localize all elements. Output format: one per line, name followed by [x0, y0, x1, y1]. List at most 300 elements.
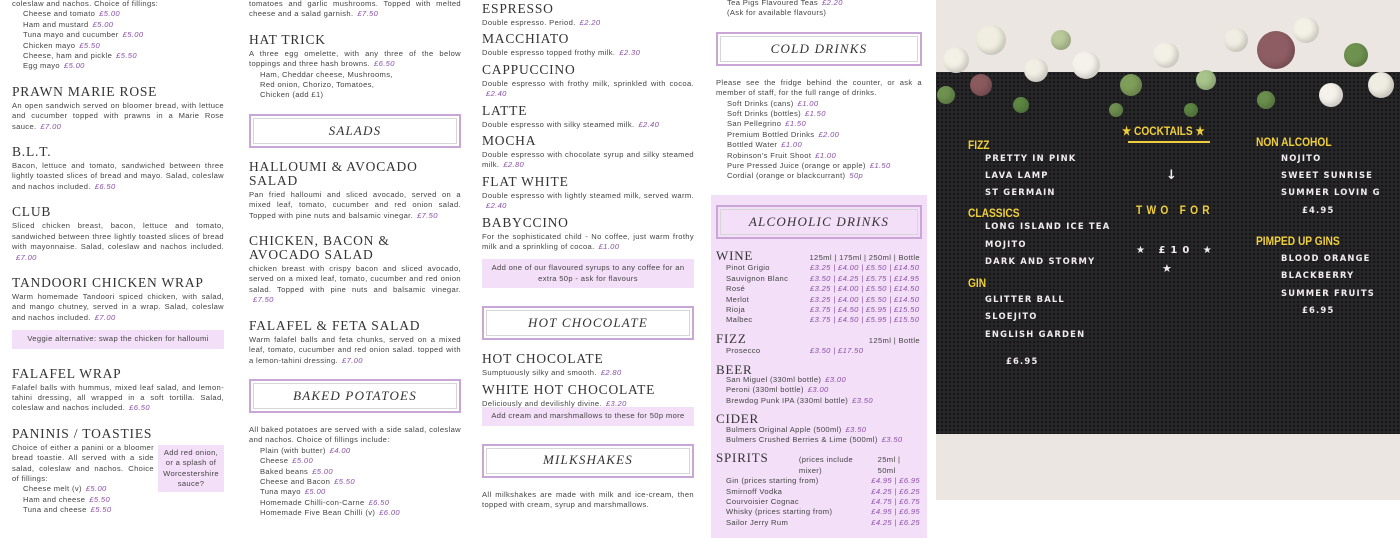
description-text: Double espresso with silky steamed milk. [482, 119, 635, 129]
description-text: Deliciously and devilishly divine. [482, 398, 602, 408]
menu-item [482, 104, 694, 130]
menu-column-drinks [716, 0, 922, 538]
drink-price: £3.50 [881, 434, 903, 444]
item-description [482, 18, 694, 28]
letter-board [936, 72, 1400, 434]
filling-price: £1.00 [797, 98, 819, 108]
filling-option [249, 456, 461, 466]
cocktail-name: LONG ISLAND ICE TEA [985, 221, 1111, 231]
item-title: MACCHIATO [482, 31, 570, 47]
item-description [249, 0, 461, 20]
drink-price: £3.50 | £17.50 [810, 346, 864, 356]
drink-name: Peroni (330ml bottle) [726, 385, 804, 395]
item-description [482, 150, 694, 171]
item-title: ESPRESSO [482, 1, 554, 16]
drink-price: £3.50 [845, 424, 867, 434]
section-title: MILKSHAKES [486, 448, 690, 474]
flower-icon [1153, 42, 1179, 68]
menu-item [12, 276, 224, 323]
item-price: £7.50 [357, 9, 379, 19]
menu-item [249, 0, 461, 20]
cocktail-name: DARK AND STORMY [985, 256, 1096, 266]
item-price: £7.50 [417, 210, 438, 220]
filling-option [249, 90, 461, 100]
flower-icon [1024, 58, 1048, 82]
drink-name: Malbec [726, 315, 753, 325]
item-description [249, 49, 461, 70]
table-header [716, 361, 922, 377]
menu-item [249, 425, 461, 519]
drink-price: £4.95 | £6.95 [871, 476, 920, 486]
item-price: £7.00 [342, 355, 363, 365]
drink-name: Brewdog Punk IPA (330ml bottle) [726, 395, 849, 405]
filling-name: Cheese and Bacon [260, 476, 331, 486]
table-row [716, 435, 922, 445]
filling-option [12, 9, 224, 19]
menu-item [12, 367, 224, 414]
filling-option [249, 70, 461, 80]
filling-option [716, 119, 922, 129]
table-row [716, 305, 922, 315]
filling-option [249, 498, 461, 508]
description-text: All baked potatoes are served with a side salad, coleslaw and nachos. Choice of fillings include: [249, 424, 462, 445]
flower-icon [970, 74, 992, 96]
description-text: Double espresso. Period. [482, 18, 576, 27]
item-description [249, 425, 461, 446]
drink-price: £4.25 | £6.25 [871, 486, 920, 496]
table-row [716, 518, 922, 528]
star-icon: ★ [1162, 262, 1174, 275]
menu-item [12, 427, 224, 516]
flower-icon [1051, 30, 1071, 50]
section-title: SALADS [253, 118, 457, 144]
menu-item [482, 175, 694, 212]
filling-name: Premium Bottled Drinks [727, 129, 815, 139]
cocktail-name: GLITTER BALL [985, 294, 1065, 304]
table-title: SPIRITS [716, 450, 769, 466]
item-title: CLUB [12, 204, 52, 220]
item-price: £1.00 [598, 242, 620, 252]
filling-name: Chicken mayo [23, 40, 76, 50]
filling-price: £5.00 [99, 9, 120, 19]
filling-name: Cheese melt (v) [23, 484, 82, 494]
filling-name: Ham, Cheddar cheese, Mushrooms, [260, 69, 393, 79]
table-header [716, 450, 922, 476]
item-title: TANDOORI CHICKEN WRAP [12, 274, 204, 290]
table-title: CIDER [716, 411, 759, 427]
menu-item [249, 319, 461, 366]
drink-name: Gin (prices starting from) [726, 476, 819, 486]
item-price: £2.80 [600, 368, 622, 378]
table-header [716, 330, 922, 346]
item-price: £2.40 [486, 89, 507, 99]
menu-column-salads-potatoes [249, 0, 461, 532]
flower-icon [1013, 97, 1029, 113]
menu-item [482, 383, 694, 409]
description-text: Sliced chicken breast, bacon, lettuce and tomato, sandwiched between three lightly toasted slices of bread with mayonnaise. Salad, coleslaw and nachos included. [12, 221, 224, 252]
drink-price: £3.25 | £4.00 | £5.50 | £14.50 [810, 263, 920, 273]
menu-item [482, 134, 694, 171]
flower-icon [1257, 31, 1295, 69]
cocktails-heading: ★ COCKTAILS ★ [1122, 124, 1205, 138]
table-title: FIZZ [716, 330, 747, 346]
flower-icon [1368, 72, 1394, 98]
filling-option [716, 140, 922, 150]
filling-price: £2.20 [822, 0, 843, 7]
filling-price: £2.00 [818, 129, 840, 139]
menu-item [12, 85, 224, 132]
section-title: HOT CHOCOLATE [486, 310, 690, 336]
filling-name: Tuna and cheese [23, 505, 87, 515]
item-description [249, 190, 461, 221]
filling-name: Cheese and tomato [23, 9, 96, 19]
drink-price: £4.95 | £6.95 [871, 507, 920, 517]
drink-name: Bulmers Original Apple (500ml) [726, 424, 842, 434]
drink-name: Courvoisier Cognac [726, 497, 799, 506]
filling-option [716, 99, 922, 109]
item-price: £7.00 [16, 252, 37, 262]
item-description [12, 221, 224, 263]
item-title: FLAT WHITE [482, 173, 569, 189]
filling-option [249, 477, 461, 487]
cocktails-underline [1128, 141, 1210, 143]
description-text: Choice of either a panini or a bloomer bread toastie. All served with a side salad, coleslaw and nachos. Choice of fillings: [12, 442, 154, 483]
description-text: A three egg omelette, with any three of the below toppings and three hash browns. [249, 48, 461, 69]
item-title: B.L.T. [12, 144, 52, 160]
item-title: BABYCCINO [482, 214, 569, 230]
description-text: Sumptuously silky and smooth. [482, 368, 597, 378]
alcohol-panel [711, 195, 927, 538]
item-price: £7.50 [253, 295, 274, 305]
down-arrow-icon: ↓ [1166, 168, 1179, 183]
offer-text: TWO FOR [1136, 203, 1214, 217]
menu-item [716, 78, 922, 182]
filling-option [12, 505, 224, 515]
filling-price: £5.00 [85, 484, 107, 494]
flower-icon [1344, 43, 1368, 67]
menu-item [12, 145, 224, 192]
table-columns: 125ml | 175ml | 250ml | Bottle [809, 252, 920, 262]
filling-name: Ham and cheese [23, 494, 86, 504]
table-subtitle: (prices include mixer) [798, 455, 854, 475]
filling-price: £5.00 [122, 30, 144, 40]
item-title: HAT TRICK [249, 31, 326, 47]
filling-price: 50p [849, 171, 864, 181]
cocktail-name: SLOEJITO [985, 311, 1038, 321]
description-text: coleslaw and nachos. Choice of fillings: [12, 0, 159, 8]
filling-name: Tuna mayo [260, 487, 301, 497]
price-table [716, 361, 922, 407]
flower-icon [1257, 91, 1275, 109]
drink-price: £3.00 [825, 374, 847, 384]
flower-icon [1120, 74, 1142, 96]
menu-item [249, 234, 461, 306]
filling-price: £1.50 [785, 119, 807, 129]
table-row [716, 295, 922, 305]
filling-option [716, 171, 922, 181]
item-price: £6.50 [129, 403, 150, 413]
table-row [716, 425, 922, 435]
description-text: Falafel balls with hummus, mixed leaf salad, and lemon-tahini dressing, all wrapped in a soft tortilla. Salad, coleslaw and nachos included. [12, 382, 224, 413]
board-category-heading: PIMPED UP GINS [1256, 234, 1340, 248]
item-description [12, 292, 224, 323]
filling-name: (Ask for available flavours) [727, 8, 827, 18]
table-title: BEER [716, 361, 753, 377]
cocktail-name: LAVA LAMP [985, 170, 1049, 180]
table-row [716, 263, 922, 273]
filling-name: Homemade Chilli-con-Carne [260, 497, 365, 507]
description-text: Double espresso with lightly steamed milk, served warm. [482, 190, 694, 200]
filling-name: Plain (with butter) [260, 445, 326, 455]
description-text: All milkshakes are made with milk and ice-cream, then topped with cream, syrup and marshmallows. [482, 489, 694, 509]
item-description [12, 0, 224, 9]
filling-option [12, 30, 224, 40]
filling-option [249, 467, 461, 477]
filling-name: Cheese, ham and pickle [23, 51, 113, 61]
filling-option [716, 0, 922, 8]
flower-icon [1184, 103, 1198, 117]
drink-name: Rioja [726, 304, 746, 314]
item-price: £3.20 [605, 398, 627, 408]
price-table [716, 247, 922, 326]
filling-name: Ham and mustard [23, 19, 89, 29]
item-description [482, 191, 694, 212]
section-header [716, 32, 922, 66]
offer-price: ★ £10 ★ [1136, 245, 1217, 256]
board-category-heading: CLASSICS [968, 206, 1020, 220]
filling-option [12, 20, 224, 30]
drink-price: £4.25 | £6.25 [871, 517, 920, 527]
flower-icon [937, 86, 955, 104]
filling-option [249, 80, 461, 90]
filling-option [716, 109, 922, 119]
item-price: £7.00 [94, 312, 116, 322]
filling-price: £5.50 [89, 494, 111, 504]
filling-option [716, 8, 922, 18]
table-columns: 25ml | 50ml [877, 455, 901, 475]
drink-price: £3.25 | £4.00 | £5.50 | £14.50 [810, 294, 920, 304]
drink-name: San Miguel (330ml bottle) [726, 374, 822, 384]
menu-item [249, 33, 461, 101]
drink-price: £3.75 | £4.50 | £5.95 | £15.50 [810, 304, 920, 314]
filling-name: Soft Drinks (cans) [727, 98, 794, 108]
section-title: BAKED POTATOES [253, 383, 457, 409]
filling-option [249, 487, 461, 497]
cocktail-name: SWEET SUNRISE [1281, 170, 1374, 180]
filling-name: Robinson's Fruit Shoot [727, 150, 812, 160]
item-description [716, 78, 922, 99]
table-row [716, 497, 922, 507]
item-description [12, 383, 224, 414]
item-title: WHITE HOT CHOCOLATE [482, 381, 656, 397]
filling-price: £5.50 [334, 476, 355, 486]
description-text: Double espresso with frothy milk, sprinkled with cocoa. [482, 78, 694, 88]
item-price: £2.30 [619, 48, 641, 58]
filling-name: Soft Drinks (bottles) [727, 109, 802, 119]
item-description [249, 264, 461, 306]
flower-icon [1109, 103, 1123, 117]
flower-icon [1224, 28, 1248, 52]
filling-name: Pure Pressed Juice (orange or apple) [727, 161, 866, 171]
section-title: ALCOHOLIC DRINKS [720, 209, 918, 235]
flower-icon [1072, 51, 1100, 79]
filling-price: £5.50 [116, 51, 137, 61]
filling-option [12, 41, 224, 51]
price-table [716, 411, 922, 445]
item-title: HALLOUMI & AVOCADO SALAD [249, 158, 418, 188]
item-description [482, 79, 694, 100]
flower-icon [1293, 17, 1319, 43]
filling-name: Egg mayo [23, 61, 60, 71]
item-description [249, 335, 461, 366]
filling-option [249, 446, 461, 456]
description-text: An open sandwich served on bloomer bread, with lettuce and cucumber topped with prawns in a Marie Rose sauce. [12, 100, 224, 131]
menu-item [482, 32, 694, 58]
board-price: £6.95 [1302, 305, 1335, 315]
drink-name: Merlot [726, 294, 750, 304]
drink-price: £3.00 [807, 385, 829, 395]
filling-name: Baked beans [260, 466, 309, 476]
description-text: Pan fried halloumi and sliced avocado, served on a mixed leaf, tomato, cucumber and red onion salad. Topped with pine nuts and balsamic vinegar. [249, 189, 461, 220]
item-title: PRAWN MARIE ROSE [12, 83, 158, 99]
filling-name: Cordial (orange or blackcurrant) [727, 171, 846, 181]
item-description [482, 120, 694, 130]
table-row [716, 375, 922, 385]
menu-item [716, 0, 922, 19]
menu-item [482, 2, 694, 28]
menu-column-sandwiches [12, 0, 224, 529]
description-text: For the sophisticated child - No coffee, just warm frothy milk and a sprinkling of cocoa. [482, 231, 694, 252]
price-table [716, 330, 922, 357]
item-description [482, 48, 694, 58]
menu-item [12, 205, 224, 263]
item-price: £2.20 [579, 18, 601, 27]
filling-name: Bottled Water [727, 140, 778, 150]
filling-option [12, 61, 224, 71]
menu-item [12, 0, 224, 72]
flower-icon [1319, 83, 1343, 107]
filling-price: £1.50 [805, 109, 826, 119]
item-description [482, 232, 694, 253]
table-row [716, 284, 922, 294]
section-header [482, 444, 694, 478]
description-text: Double espresso with chocolate syrup and silky steamed milk. [482, 150, 694, 170]
table-row [716, 274, 922, 284]
table-row [716, 507, 922, 517]
filling-name: Tea Pigs Flavoured Teas [727, 0, 819, 7]
filling-price: £5.50 [79, 40, 101, 50]
flower-icon [943, 47, 969, 73]
item-title: FALAFEL WRAP [12, 365, 122, 381]
filling-price: £5.00 [304, 487, 326, 497]
menu-item [482, 352, 694, 378]
section-header [249, 114, 461, 148]
drink-price: £3.25 | £4.00 | £5.50 | £14.50 [810, 284, 920, 294]
section-header [482, 306, 694, 340]
filling-option [12, 51, 224, 61]
flower-icon [1196, 70, 1216, 90]
drink-price: £3.75 | £4.50 | £5.95 | £15.50 [810, 315, 920, 325]
info-note: Veggie alternative: swap the chicken for halloumi [12, 330, 224, 348]
board-category-heading: NON ALCOHOL [1256, 135, 1332, 149]
board-price: £6.95 [1006, 356, 1039, 366]
description-text: Double espresso topped frothy milk. [482, 48, 616, 58]
drink-name: Prosecco [726, 346, 761, 356]
item-price: £2.80 [503, 160, 525, 170]
table-row [716, 385, 922, 395]
filling-name: San Pellegrino [727, 119, 782, 129]
item-price: £6.50 [374, 59, 395, 69]
cocktail-name: MOJITO [985, 239, 1027, 249]
item-description [482, 368, 694, 378]
filling-name: Red onion, Chorizo, Tomatoes, [260, 80, 375, 90]
cocktail-name: SUMMER FRUITS [1281, 288, 1376, 298]
cocktail-name: BLACKBERRY [1281, 270, 1355, 280]
cocktail-name: ENGLISH GARDEN [985, 329, 1086, 339]
item-title: PANINIS / TOASTIES [12, 425, 153, 441]
filling-price: £1.00 [815, 150, 837, 160]
description-text: Warm homemade Tandoori spiced chicken, with salad, and mango chutney, served in a wrap. Salad, coleslaw and nachos included. [12, 291, 224, 322]
item-price: £2.40 [486, 201, 507, 211]
menu-item [249, 160, 461, 221]
board-price: £4.95 [1302, 205, 1335, 215]
item-title: CHICKEN, BACON & AVOCADO SALAD [249, 233, 390, 263]
table-row [716, 487, 922, 497]
filling-price: £1.50 [869, 161, 891, 171]
section-header [716, 205, 922, 239]
filling-name: Homemade Five Bean Chilli (v) [260, 508, 376, 518]
item-title: CAPPUCCINO [482, 61, 576, 77]
filling-name: Chicken (add £1) [260, 90, 324, 100]
flower-icon [976, 25, 1006, 55]
filling-price: £6.50 [368, 497, 390, 507]
item-title: MOCHA [482, 133, 537, 149]
drink-price: £3.50 [852, 395, 873, 405]
table-row [716, 315, 922, 325]
item-title: HOT CHOCOLATE [482, 351, 604, 367]
menu-column-coffee [482, 2, 694, 523]
drink-name: Sauvignon Blanc [726, 273, 789, 283]
drink-name: Bulmers Crushed Berries & Lime (500ml) [726, 434, 878, 444]
drink-name: Pinot Grigio [726, 263, 770, 273]
filling-price: £5.50 [90, 505, 112, 515]
filling-name: Cheese [260, 456, 289, 466]
filling-price: £5.00 [312, 466, 333, 476]
cocktail-name: SUMMER LOVIN G [1281, 187, 1381, 197]
filling-price: £5.00 [92, 19, 114, 29]
description-text: Please see the fridge behind the counter, or ask a member of staff, for the full range of drinks. [716, 77, 922, 98]
filling-option [716, 161, 922, 171]
filling-price: £1.00 [781, 140, 803, 150]
filling-name: Tuna mayo and cucumber [23, 30, 119, 40]
board-category-heading: FIZZ [968, 138, 990, 152]
drink-price: £3.50 | £4.25 | £5.75 | £14.95 [810, 273, 920, 283]
table-row [716, 396, 922, 406]
description-text: Bacon, lettuce and tomato, sandwiched between three lightly toasted slices of bread and mayo. Salad, coleslaw and nachos included. [12, 161, 224, 191]
filling-price: £4.00 [329, 445, 351, 455]
filling-option [716, 130, 922, 140]
item-price: £2.40 [638, 119, 660, 129]
info-note: Add one of our flavoured syrups to any coffee for an extra 50p - ask for flavours [482, 259, 694, 288]
drink-name: Whisky (prices starting from) [726, 507, 833, 517]
filling-option [716, 151, 922, 161]
item-title: LATTE [482, 102, 528, 118]
table-row [716, 346, 922, 356]
cocktail-board-photo [936, 0, 1400, 500]
section-header [249, 379, 461, 413]
table-columns: 125ml | Bottle [868, 335, 920, 345]
cocktail-name: NOJITO [1281, 153, 1322, 163]
